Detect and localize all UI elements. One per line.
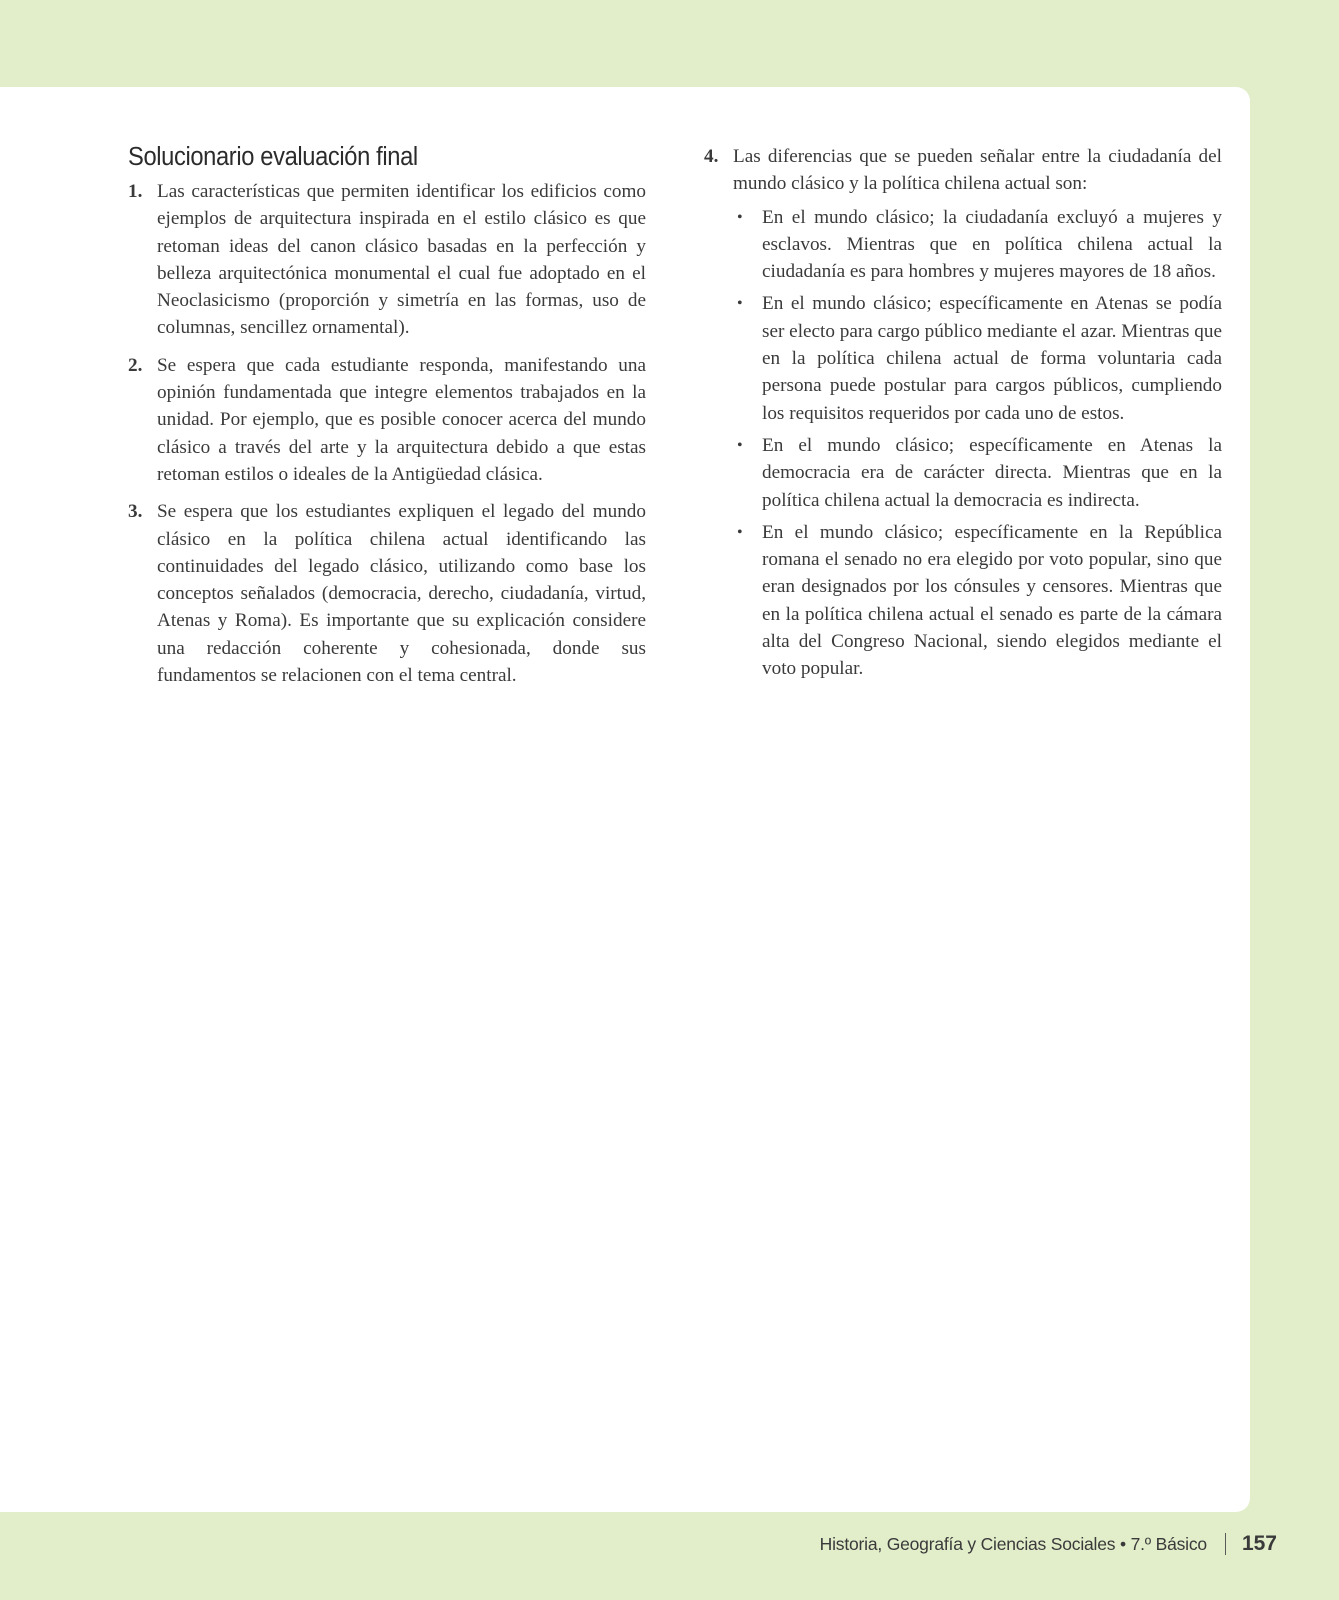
bullet-icon: • [737, 295, 743, 313]
bullet-text: En el mundo clásico; específicamente en la República romana el senado no era elegido por voto popular, sino que eran designados por los cónsules y censores. Mientras que en la política chilena actual el senado es parte de la cámara alta del Congreso Nacional, siendo elegidos mediante el voto popular. [762, 521, 1222, 680]
question-3 [128, 498, 646, 689]
question-3-text: Se espera que los estudiantes expliquen el legado del mundo clásico en la política chilena actual identificando las continuidades del legado clásico, utilizando como base los conceptos señalados (democracia, derecho, ciudadanía, virtud, Atenas y Roma). Es importante que su explicación considere una redacción coherente y cohesionada, donde sus fundamentos se relacionen con el tema central. [157, 501, 646, 687]
question-1-text: Las características que permiten identificar los edificios como ejemplos de arquitectura inspirada en el estilo clásico es que retoman ideas del canon clásico basadas en la perfección y belleza arquitectónica monumental el cual fue adoptado en el Neoclasicismo (proporción y simetría en las formas, uso de columnas, sencillez ornamental). [157, 181, 646, 339]
left-column [128, 143, 646, 699]
bullet-icon: • [737, 208, 743, 226]
question-1-number: 1. [128, 181, 143, 202]
footer-divider [1225, 1533, 1226, 1555]
list-item [733, 519, 1222, 683]
question-4 [704, 143, 1222, 198]
question-2-text: Se espera que cada estudiante responda, manifestando una opinión fundamentada que integre elementos trabajados en la unidad. Por ejemplo, que es posible conocer acerca del mundo clásico a través del arte y la arquitectura debido a que estas retoman estilos o ideales de la Antigüedad clásica. [157, 354, 646, 485]
bullet-text: En el mundo clásico; específicamente en Atenas se podía ser electo para cargo público mediante el azar. Mientras que en la política chilena actual de forma voluntaria cada persona puede postular para cargos públicos, cumpliendo los requisitos requeridos por cada uno de estos. [762, 293, 1222, 424]
question-3-number: 3. [128, 501, 143, 523]
bullet-icon: • [737, 523, 743, 541]
list-item [733, 432, 1222, 514]
bullet-text: En el mundo clásico; la ciudadanía excluyó a mujeres y esclavos. Mientras que en política chilena actual la ciudadanía es para hombres y mujeres mayores de 18 años. [762, 206, 1222, 283]
question-4-number: 4. [704, 146, 719, 167]
question-1 [128, 178, 646, 342]
bullet-text: En el mundo clásico; específicamente en Atenas la democracia era de carácter directa. Mientras que en la política chilena actual la democracia es indirecta. [762, 434, 1222, 511]
question-2-number: 2. [128, 354, 143, 376]
bullet-icon: • [737, 436, 743, 454]
question-4-bullet-list [704, 204, 1222, 683]
list-item [733, 204, 1222, 286]
question-2 [128, 352, 646, 488]
question-4-text: Las diferencias que se pueden señalar entre la ciudadanía del mundo clásico y la política chilena actual son: [733, 146, 1222, 195]
section-title: Solucionario evaluación final [128, 143, 418, 171]
page-footer [820, 1530, 1277, 1558]
list-item [733, 290, 1222, 426]
right-column [704, 143, 1222, 688]
page-number: 157 [1241, 1532, 1277, 1555]
footer-book-title: Historia, Geografía y Ciencias Sociales • 7.º Básico [819, 1533, 1207, 1554]
